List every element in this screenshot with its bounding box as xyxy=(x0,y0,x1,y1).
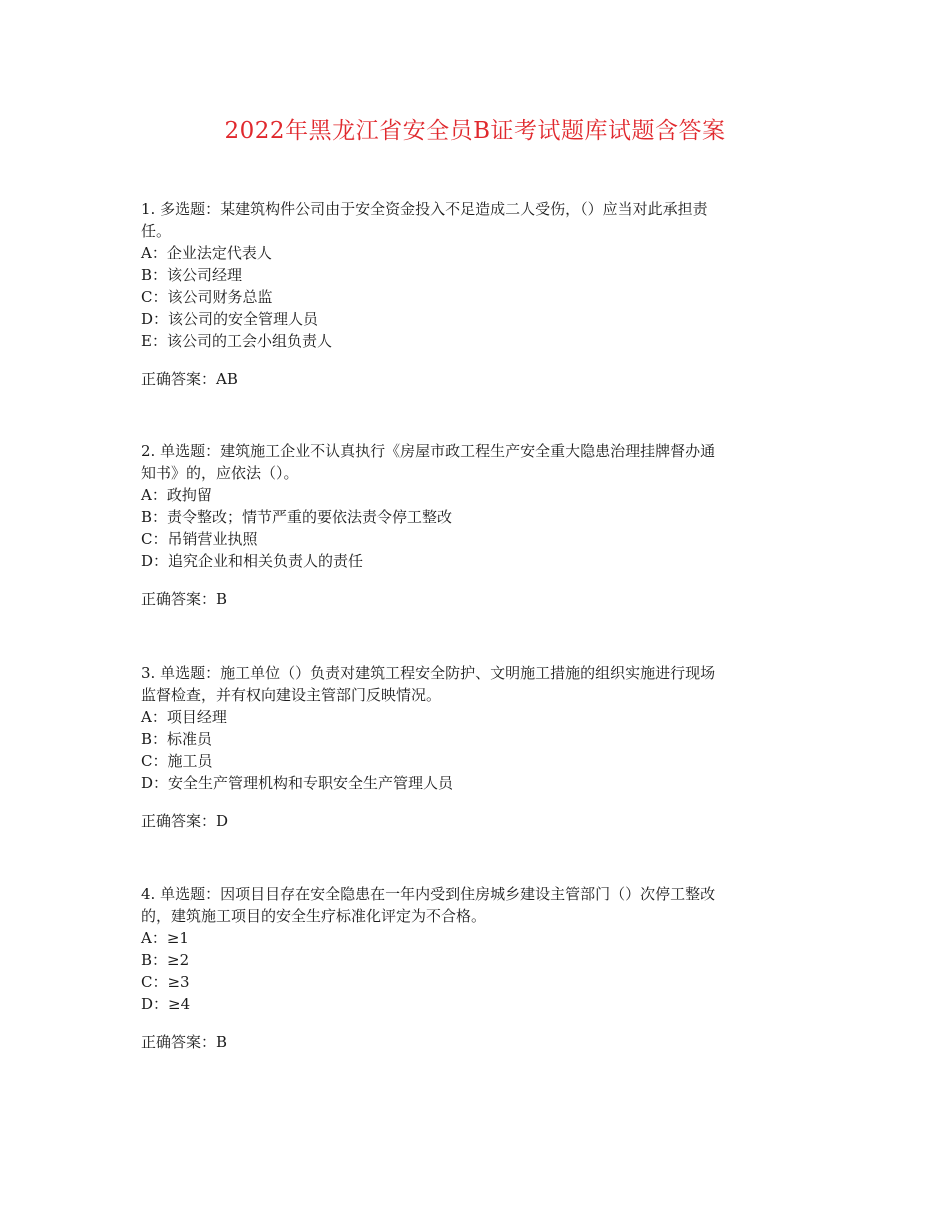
question-stem: 2. 单选题：建筑施工企业不认真执行《房屋市政工程生产安全重大隐患治理挂牌督办通 xyxy=(141,442,716,460)
question-stem-continued: 的，建筑施工项目的安全生疗标准化评定为不合格。 xyxy=(141,907,487,925)
option-c: C：≥3 xyxy=(141,973,190,991)
option-d: D：该公司的安全管理人员 xyxy=(141,310,319,328)
option-d: D：追究企业和相关负责人的责任 xyxy=(141,552,364,570)
question-stem-continued: 任。 xyxy=(141,222,172,240)
question-stem: 3. 单选题：施工单位（）负责对建筑工程安全防护、文明施工措施的组织实施进行现场 xyxy=(141,664,716,682)
option-b: B：该公司经理 xyxy=(141,266,243,284)
option-d: D：安全生产管理机构和专职安全生产管理人员 xyxy=(141,774,454,792)
option-b: B：责令整改；情节严重的要依法责令停工整改 xyxy=(141,508,453,526)
question-2 xyxy=(141,440,811,610)
answer-text: 正确答案：B xyxy=(141,590,228,608)
question-stem: 1. 多选题：某建筑构件公司由于安全资金投入不足造成二人受伤，（）应当对此承担责 xyxy=(141,200,708,218)
page-title: 2022年黑龙江省安全员B证考试题库试题含答案 xyxy=(224,118,726,144)
question-stem-continued: 监督检查，并有权向建设主管部门反映情况。 xyxy=(141,686,442,704)
question-3 xyxy=(141,662,811,832)
option-a: A：政拘留 xyxy=(141,486,212,504)
question-1 xyxy=(141,198,811,390)
option-c: C：施工员 xyxy=(141,752,213,770)
option-d: D：≥4 xyxy=(141,995,191,1013)
option-c: C：吊销营业执照 xyxy=(141,530,258,548)
option-b: B：标准员 xyxy=(141,730,213,748)
option-b: B：≥2 xyxy=(141,951,190,969)
question-stem: 4. 单选题：因项目目存在安全隐患在一年内受到住房城乡建设主管部门（）次停工整改 xyxy=(141,885,716,903)
answer-text: 正确答案：D xyxy=(141,812,229,830)
answer-text: 正确答案：AB xyxy=(141,370,238,388)
option-a: A：企业法定代表人 xyxy=(141,244,272,262)
option-a: A：≥1 xyxy=(141,929,189,947)
answer-text: 正确答案：B xyxy=(141,1033,228,1051)
question-stem-continued: 知书》的，应依法（）。 xyxy=(141,464,299,482)
option-e: E：该公司的工会小组负责人 xyxy=(141,332,332,350)
option-a: A：项目经理 xyxy=(141,708,227,726)
option-c: C：该公司财务总监 xyxy=(141,288,273,306)
question-4 xyxy=(141,883,811,1053)
